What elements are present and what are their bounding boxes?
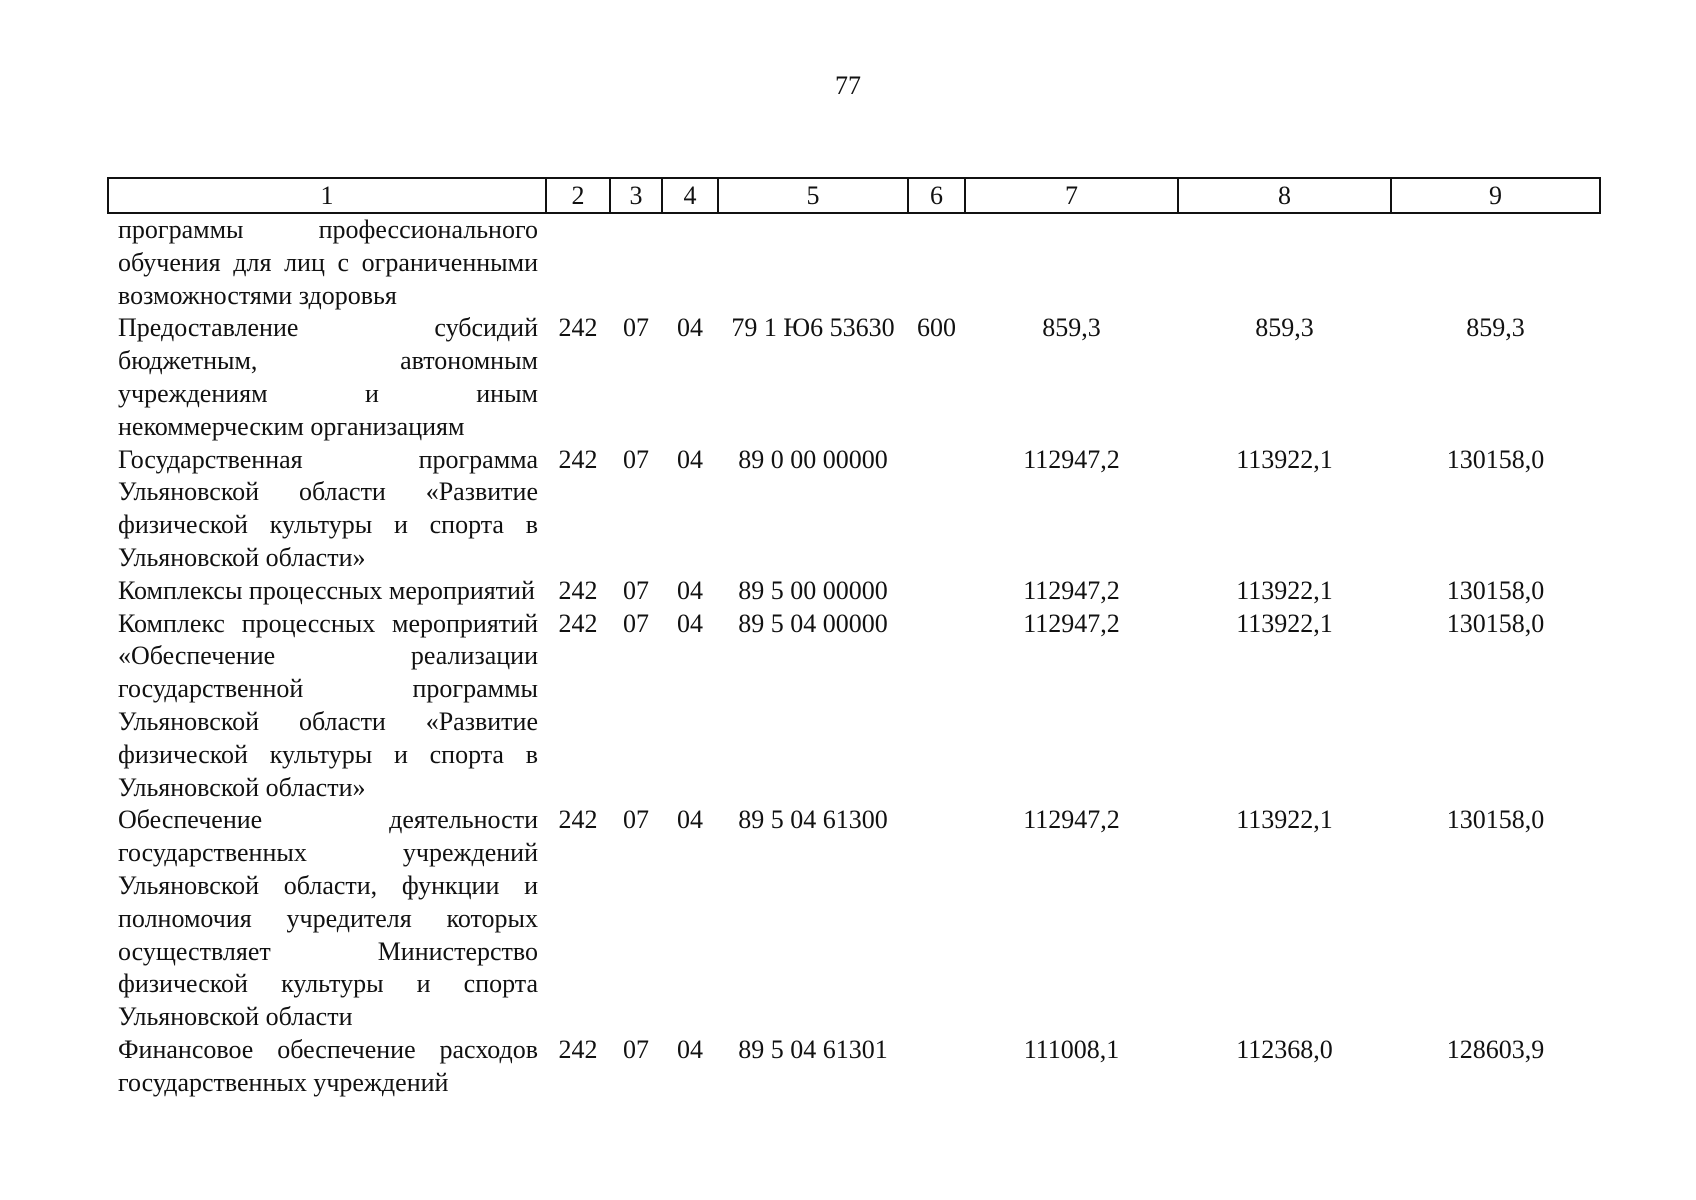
row-code-section: 07 [623,805,649,835]
row-code-subsection: 04 [677,608,703,638]
row-amount-year-3: 128603,9 [1446,1034,1545,1064]
row-amount-year-1: 112947,2 [1023,575,1120,605]
row-amount-year-2: 113922,1 [1236,608,1333,638]
table-row [108,213,1600,312]
row-code-expense-type [908,1034,965,1100]
row-code-section: 07 [623,1034,649,1064]
row-amount-year-3: 859,3 [1466,313,1525,343]
row-code-section: 07 [623,575,649,605]
row-amount-year-3: 130158,0 [1446,608,1545,638]
row-code-subsection [662,213,718,312]
column-header-9: 9 [1391,178,1600,213]
column-header-8: 8 [1178,178,1391,213]
row-code-target: 79 1 Ю6 53630 [731,313,895,343]
row-amount-year-2: 113922,1 [1236,805,1333,835]
header-row [108,178,1600,213]
row-code-expense-type: 600 [917,313,956,343]
row-code-department: 242 [558,1034,598,1064]
row-code-target: 89 5 00 00000 [738,575,888,605]
row-code-target: 89 5 04 00000 [738,608,888,638]
row-description: Предоставление субсидий бюджетным, автономным учреждениям и иным некоммерческим организациям [118,313,538,441]
row-amount-year-1: 112947,2 [1023,805,1120,835]
column-header-2: 2 [546,178,610,213]
row-code-department: 242 [558,805,598,835]
table-row [108,312,1600,443]
row-code-subsection: 04 [677,444,703,474]
column-header-4: 4 [662,178,718,213]
row-code-section: 07 [623,608,649,638]
row-description: Комплекс процессных мероприятий «Обеспечение реализации государственной программы Ульяновской области «Развитие физической культуры и спорта в Ульяновской области» [118,608,538,802]
column-header-6: 6 [908,178,965,213]
table-row [108,444,1600,575]
row-code-target [718,213,908,312]
row-amount-year-3 [1391,213,1600,312]
row-amount-year-3: 130158,0 [1446,575,1545,605]
table-body [108,213,1600,1100]
column-header-5: 5 [718,178,908,213]
row-code-target: 89 5 04 61300 [738,805,888,835]
row-amount-year-1: 111008,1 [1023,1034,1120,1064]
row-code-department: 242 [558,608,598,638]
row-code-expense-type [908,608,965,805]
row-code-expense-type [908,804,965,1034]
row-amount-year-1: 112947,2 [1023,608,1120,638]
row-amount-year-1 [965,213,1178,312]
row-code-subsection: 04 [677,575,703,605]
row-amount-year-2 [1178,213,1391,312]
row-amount-year-2: 112368,0 [1236,1034,1333,1064]
budget-table [107,177,1601,1100]
row-code-target: 89 0 00 00000 [738,444,888,474]
row-amount-year-1: 859,3 [1042,313,1101,343]
column-header-3: 3 [610,178,662,213]
row-amount-year-3: 130158,0 [1446,444,1545,474]
row-description: Комплексы процессных мероприятий [118,575,535,605]
row-code-subsection: 04 [677,805,703,835]
row-code-subsection: 04 [677,313,703,343]
row-code-department [546,213,610,312]
row-description: Финансовое обеспечение расходов государственных учреждений [118,1034,538,1097]
row-amount-year-2: 113922,1 [1236,444,1333,474]
row-code-expense-type [908,575,965,608]
table-row [108,804,1600,1034]
row-code-department: 242 [558,313,598,343]
row-amount-year-3: 130158,0 [1446,805,1545,835]
column-header-7: 7 [965,178,1178,213]
row-amount-year-2: 859,3 [1255,313,1314,343]
column-header-1: 1 [108,178,546,213]
row-description: программы профессионального обучения для лиц с ограниченными возможностями здоровья [118,215,538,310]
row-code-section: 07 [623,444,649,474]
row-code-section [610,213,662,312]
row-amount-year-2: 113922,1 [1236,575,1333,605]
row-code-expense-type [908,444,965,575]
row-code-subsection: 04 [677,1034,703,1064]
row-description: Государственная программа Ульяновской области «Развитие физической культуры и спорта в Ульяновской области» [118,444,538,572]
row-code-target: 89 5 04 61301 [738,1034,888,1064]
row-description: Обеспечение деятельности государственных учреждений Ульяновской области, функции и полномочия учредителя которых осуществляет Министерство физической культуры и спорта Ульяновской области [118,805,538,1032]
table-row [108,575,1600,608]
table-row [108,608,1600,805]
page-number: 77 [835,71,861,100]
row-code-department: 242 [558,575,598,605]
table-row [108,1034,1600,1100]
row-code-section: 07 [623,313,649,343]
row-code-expense-type [908,213,965,312]
row-code-department: 242 [558,444,598,474]
row-amount-year-1: 112947,2 [1023,444,1120,474]
